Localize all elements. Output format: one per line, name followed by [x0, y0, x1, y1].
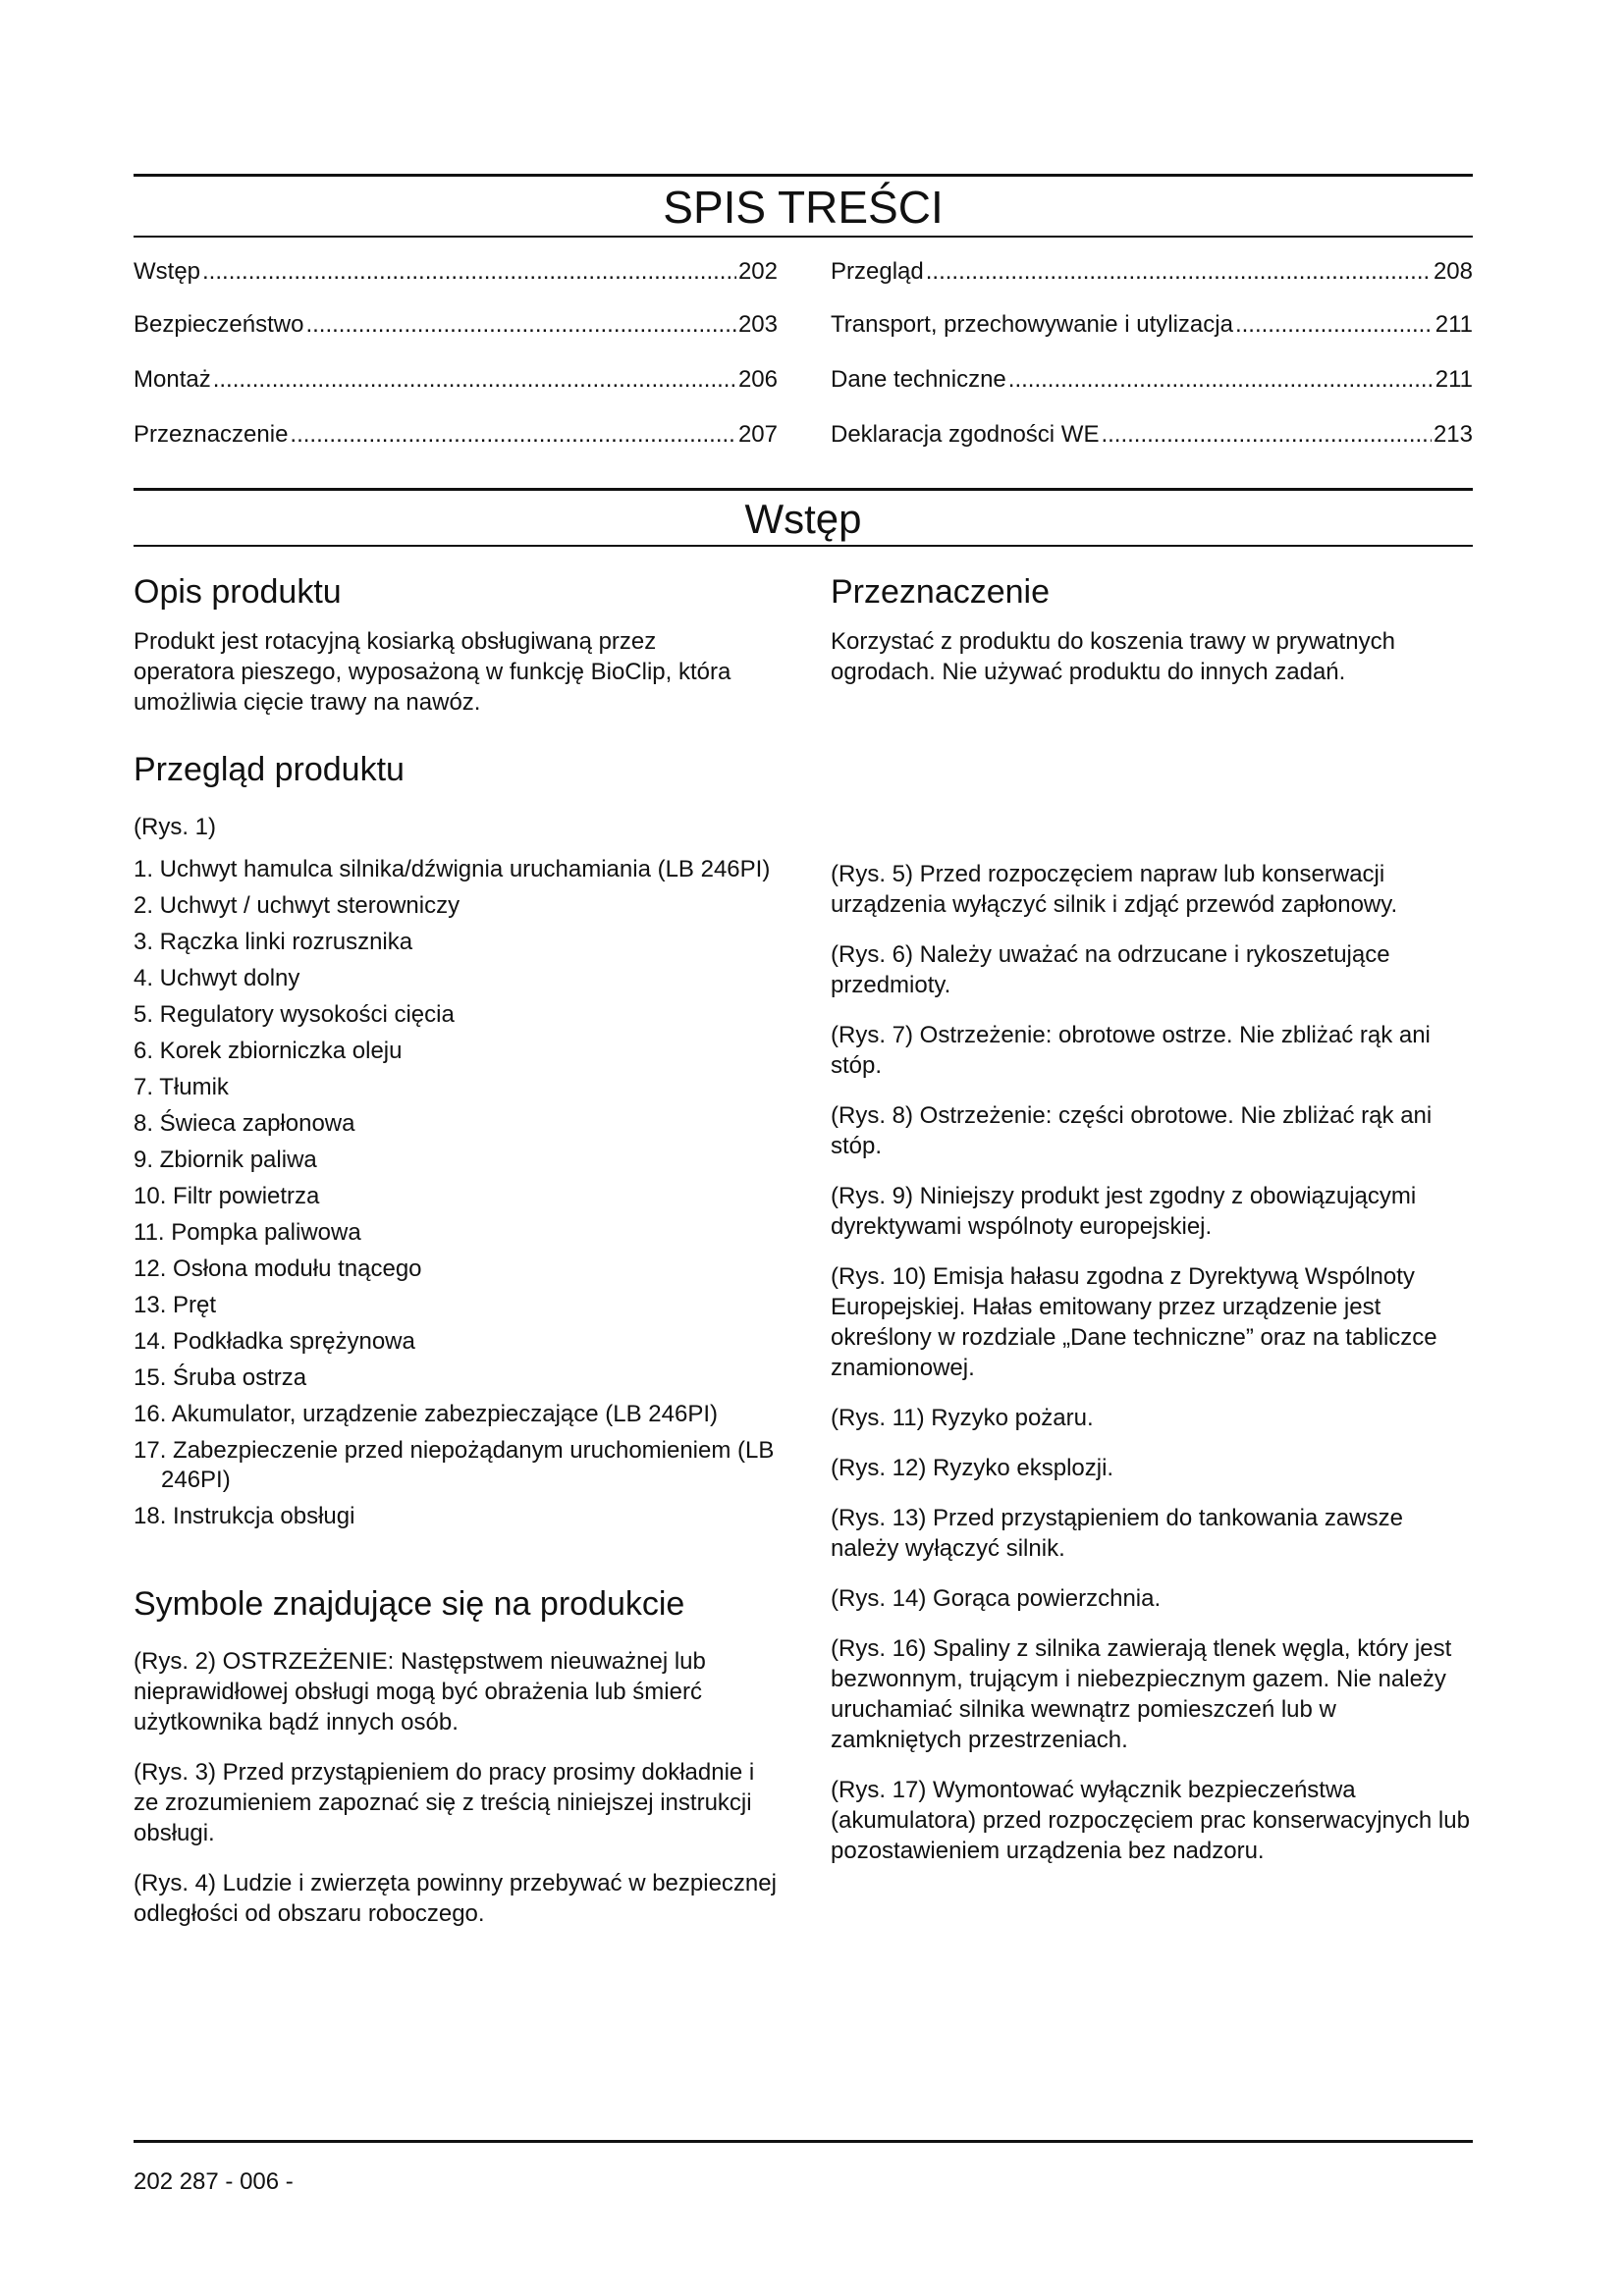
toc-entry-label: Przegląd [831, 258, 924, 285]
toc-title-rule [134, 236, 1473, 238]
toc-entry-page: 206 [737, 366, 778, 393]
symbol-item [831, 1100, 1473, 1161]
symbol-ref: (Rys. 8) [831, 1102, 913, 1129]
toc-entry-label: Deklaracja zgodności WE [831, 421, 1100, 448]
przeglad-ref: (Rys. 1) [134, 814, 216, 840]
symbol-ref: (Rys. 12) [831, 1455, 927, 1481]
list-item: 8. Świeca zapłonowa [134, 1110, 355, 1137]
list-item: 2. Uchwyt / uchwyt sterowniczy [134, 892, 460, 919]
list-item: 9. Zbiornik paliwa [134, 1147, 317, 1173]
symbole-right-list [831, 859, 1473, 1886]
symbol-item [831, 1403, 1473, 1433]
symbol-item [831, 1181, 1473, 1242]
footer-code: 202 287 - 006 - [134, 2168, 294, 2195]
symbol-text: Emisja hałasu zgodna z Dyrektywą Wspólnoty Europejskiej. Hałas emitowany przez urządzenie jest określony w rozdziale „Dane techniczne” oraz na tabliczce znamionowej. [831, 1263, 1437, 1381]
symbol-text: Spaliny z silnika zawierają tlenek węgla, który jest bezwonnym, trującym i niebezpiecznym gazem. Nie należy uruchamiać silnika wewnątrz pomieszczeń lub w zamkniętych przestrzeniach. [831, 1635, 1452, 1753]
symbol-ref: (Rys. 11) [831, 1405, 925, 1431]
symbol-text: Ryzyko pożaru. [931, 1405, 1094, 1431]
przeglad-heading: Przegląd produktu [134, 751, 405, 788]
section-title-rule [134, 545, 1473, 547]
list-item: 5. Regulatory wysokości cięcia [134, 1001, 455, 1028]
symbol-text: Wymontować wyłącznik bezpieczeństwa (akumulatora) przed rozpoczęciem prac konserwacyjnych lub pozostawieniem urządzenia bez nadzoru. [831, 1777, 1470, 1864]
opis-heading: Opis produktu [134, 573, 342, 611]
list-item: 6. Korek zbiorniczka oleju [134, 1038, 403, 1064]
symbol-item [831, 1633, 1473, 1755]
toc-entry-label: Bezpieczeństwo [134, 311, 304, 338]
list-item: 4. Uchwyt dolny [134, 965, 300, 991]
toc-entry-page: 208 [1433, 258, 1473, 285]
list-item: 12. Osłona modułu tnącego [134, 1255, 422, 1282]
symbol-item [134, 1646, 782, 1737]
symbol-text: Przed przystąpieniem do pracy prosimy dokładnie i ze zrozumieniem zapoznać się z treścią niniejszej instrukcji obsługi. [134, 1759, 755, 1846]
symbol-text: Przed rozpoczęciem napraw lub konserwacji urządzenia wyłączyć silnik i zdjąć przewód zapłonowy. [831, 861, 1398, 918]
list-item: 17. Zabezpieczenie przed niepożądanym uruchomieniem (LB 246PI) [134, 1437, 775, 1493]
symbol-item [831, 1020, 1473, 1081]
symbol-ref: (Rys. 16) [831, 1635, 927, 1662]
toc-entry-page: 211 [1435, 311, 1473, 338]
symbol-text: Ludzie i zwierzęta powinny przebywać w bezpiecznej odległości od obszaru roboczego. [134, 1870, 777, 1927]
toc-entry[interactable] [134, 420, 778, 450]
symbol-item [134, 1868, 782, 1929]
section-top-rule [134, 488, 1473, 491]
symbol-text: Należy uważać na odrzucane i rykoszetujące przedmioty. [831, 941, 1390, 998]
symbol-item [831, 1503, 1473, 1564]
symbol-ref: (Rys. 4) [134, 1870, 216, 1896]
toc-entry[interactable] [134, 257, 778, 287]
list-item: 15. Śruba ostrza [134, 1364, 307, 1391]
symbol-item [831, 1583, 1473, 1614]
toc-entry-label: Transport, przechowywanie i utylizacja [831, 311, 1233, 338]
toc-entry[interactable] [831, 257, 1473, 287]
symbol-text: Ostrzeżenie: obrotowe ostrze. Nie zbliżać rąk ani stóp. [831, 1022, 1431, 1079]
toc-top-rule [134, 174, 1473, 177]
symbol-ref: (Rys. 3) [134, 1759, 216, 1786]
toc-entry[interactable] [831, 420, 1473, 450]
symbol-item [134, 1757, 782, 1848]
opis-text: Produkt jest rotacyjną kosiarką obsługiwaną przez operatora pieszego, wyposażoną w funkcję BioClip, która umożliwia cięcie trawy na nawóz. [134, 628, 731, 716]
list-item: 13. Pręt [134, 1292, 217, 1318]
toc-entry[interactable] [134, 365, 778, 395]
symbol-ref: (Rys. 7) [831, 1022, 913, 1048]
toc-entry-label: Montaż [134, 366, 211, 393]
symbol-ref: (Rys. 17) [831, 1777, 927, 1803]
symbol-text: Przed przystąpieniem do tankowania zawsze należy wyłączyć silnik. [831, 1505, 1403, 1562]
symbol-text: Gorąca powierzchnia. [933, 1585, 1162, 1612]
przeznaczenie-text: Korzystać z produktu do koszenia trawy w prywatnych ogrodach. Nie używać produktu do innych zadań. [831, 628, 1395, 685]
list-item: 7. Tłumik [134, 1074, 229, 1100]
list-item: 1. Uchwyt hamulca silnika/dźwignia uruchamiania (LB 246PI) [134, 856, 771, 882]
symbol-ref: (Rys. 14) [831, 1585, 927, 1612]
symbol-ref: (Rys. 9) [831, 1183, 913, 1209]
list-item: 18. Instrukcja obsługi [134, 1503, 355, 1529]
toc-entry[interactable] [134, 310, 778, 340]
toc-title: SPIS TREŚCI [663, 182, 944, 233]
list-item: 16. Akumulator, urządzenie zabezpieczające (LB 246PI) [134, 1401, 719, 1427]
symbol-ref: (Rys. 13) [831, 1505, 927, 1531]
symbol-item [831, 1261, 1473, 1383]
przeznaczenie-heading: Przeznaczenie [831, 573, 1051, 611]
symbol-item [831, 859, 1473, 920]
list-item: 14. Podkładka sprężynowa [134, 1328, 415, 1355]
symbol-text: Niniejszy produkt jest zgodny z obowiązującymi dyrektywami wspólnoty europejskiej. [831, 1183, 1417, 1240]
list-item: 3. Rączka linki rozrusznika [134, 929, 413, 955]
toc-entry-label: Przeznaczenie [134, 421, 289, 448]
symbol-ref: (Rys. 2) [134, 1648, 216, 1675]
symbol-ref: (Rys. 10) [831, 1263, 927, 1290]
list-item: 11. Pompka paliwowa [134, 1219, 361, 1246]
symbol-item [831, 1775, 1473, 1866]
toc-entry[interactable] [831, 365, 1473, 395]
toc-entry-page: 207 [737, 421, 778, 448]
symbol-text: OSTRZEŻENIE: Następstwem nieuważnej lub nieprawidłowej obsługi mogą być obrażenia lub śmierć użytkownika bądź innych osób. [134, 1648, 706, 1735]
toc-entry-page: 211 [1435, 366, 1473, 393]
toc-entry-label: Wstęp [134, 258, 201, 285]
symbol-item [831, 939, 1473, 1000]
przeglad-list [134, 855, 782, 1538]
toc-entry-page: 213 [1433, 421, 1473, 448]
symbol-ref: (Rys. 6) [831, 941, 913, 968]
toc-entry[interactable] [831, 310, 1473, 340]
toc-entry-label: Dane techniczne [831, 366, 1006, 393]
symbole-heading: Symbole znajdujące się na produkcie [134, 1585, 685, 1623]
symbol-text: Ryzyko eksplozji. [933, 1455, 1114, 1481]
symbol-ref: (Rys. 5) [831, 861, 913, 887]
symbol-text: Ostrzeżenie: części obrotowe. Nie zbliżać rąk ani stóp. [831, 1102, 1433, 1159]
footer-rule [134, 2140, 1473, 2143]
symbole-left-list [134, 1646, 782, 1949]
list-item: 10. Filtr powietrza [134, 1183, 320, 1209]
symbol-item [831, 1453, 1473, 1483]
section-title: Wstęp [744, 496, 862, 542]
toc-entry-page: 203 [737, 311, 778, 338]
toc-entry-page: 202 [737, 258, 778, 285]
